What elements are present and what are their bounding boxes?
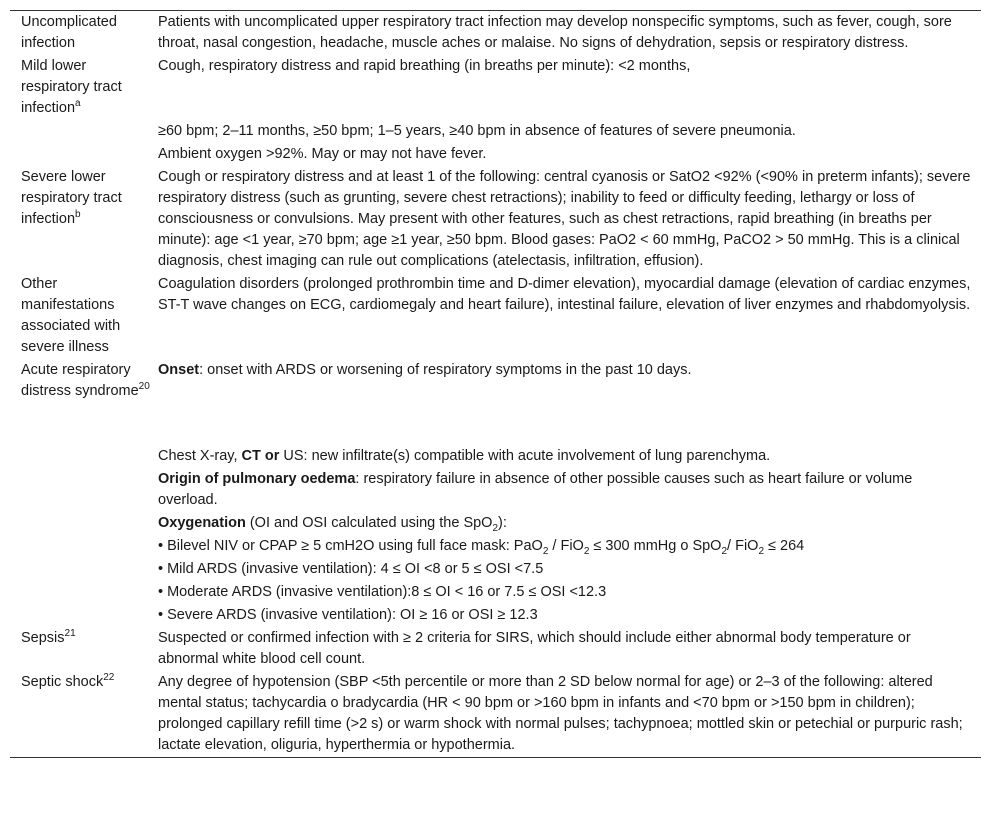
definition-text: ):	[498, 515, 507, 531]
definition-bold: CT or	[241, 448, 280, 464]
definition-text: US: new infiltrate(s) compatible with acute involvement of lung parenchyma.	[279, 448, 771, 464]
table-row	[10, 166, 981, 273]
oxygenation-label: Oxygenation	[158, 515, 246, 531]
definition-cell	[156, 359, 981, 445]
definition-text: Patients with uncomplicated upper respiratory tract infection may develop nonspecific symptoms, such as fever, cough, sore throat, nasal congestion, headache, muscle aches or malaise. No signs of dehydration, sepsis or respiratory distress.	[158, 14, 952, 51]
subscript: 2	[758, 545, 765, 557]
definition-cell	[156, 512, 981, 535]
definition-cell	[156, 273, 981, 359]
term-label: Acute respiratory distress syndrome	[21, 362, 139, 399]
definition-text: : respiratory failure in absence of other possible causes such as heart failure or volume overload.	[158, 471, 913, 508]
bullet-text: / FiO	[548, 538, 584, 554]
definition-cell	[156, 143, 981, 166]
term-cell	[10, 166, 156, 273]
table-row	[10, 359, 981, 445]
table-row	[10, 512, 981, 535]
bullet-text: • Moderate ARDS (invasive ventilation):8 ≤ OI < 16 or 7.5 ≤ OSI <12.3	[158, 584, 607, 600]
definition-cell	[156, 535, 981, 558]
footnote-marker: 22	[103, 672, 115, 684]
oedema-label: Origin of pulmonary oedema	[158, 471, 356, 487]
footnote-marker: b	[75, 209, 81, 221]
bullet-text: ≤ 300 mmHg o SpO	[589, 538, 722, 554]
term-label: Mild lower respiratory tract infection	[21, 58, 122, 116]
definition-text: Suspected or confirmed infection with ≥ 2 criteria for SIRS, which should include either abnormal body temperature or abnormal white blood cell count.	[158, 630, 911, 667]
term-cell	[10, 627, 156, 671]
subscript: 2	[721, 545, 728, 557]
definition-cell	[156, 166, 981, 273]
table-row	[10, 535, 981, 558]
term-label: Septic shock	[21, 674, 104, 690]
onset-label: Onset	[158, 362, 200, 378]
term-cell	[10, 359, 156, 627]
table-row	[10, 11, 981, 56]
table-row	[10, 143, 981, 166]
definition-cell	[156, 627, 981, 671]
definition-cell	[156, 445, 981, 468]
definition-text: : onset with ARDS or worsening of respiratory symptoms in the past 10 days.	[199, 362, 692, 378]
footnote-marker: 20	[138, 381, 150, 393]
definition-cell	[156, 581, 981, 604]
bullet-text: • Severe ARDS (invasive ventilation): OI ≥ 16 or OSI ≥ 12.3	[158, 607, 538, 623]
bullet-text: ≤ 264	[764, 538, 805, 554]
term-cell	[10, 671, 156, 758]
definition-text: Chest X-ray,	[158, 448, 242, 464]
footnote-marker: a	[75, 98, 81, 110]
definition-text: Cough, respiratory distress and rapid breathing (in breaths per minute): <2 months,	[158, 58, 691, 74]
definition-text: Any degree of hypotension (SBP <5th percentile or more than 2 SD below normal for age) or 2–3 of the following: altered mental status; tachycardia o bradycardia (HR < 90 bpm or >160 bpm in infants and <70 bpm or >150 bpm in children); prolonged capillary refill time (>2 s) or warm shock with normal pulses; tachypnoea; mottled skin or petechial or purpuric rash; lactate elevation, oliguria, hyperthermia or hypothermia.	[158, 674, 963, 753]
definition-cell	[156, 671, 981, 758]
subscript: 2	[542, 545, 549, 557]
subscript: 2	[492, 522, 499, 534]
table-row	[10, 558, 981, 581]
definition-cell	[156, 120, 981, 143]
subscript: 2	[583, 545, 590, 557]
term-cell	[10, 55, 156, 166]
footnote-marker: 21	[64, 628, 76, 640]
definitions-table	[10, 10, 981, 758]
definition-text: Cough or respiratory distress and at least 1 of the following: central cyanosis or SatO2 <92% (<90% in preterm infants); severe respiratory distress (such as grunting, severe chest retractions); inability to feed or difficulty feeding, lethargy or loss of consciousness or convulsions. May present with other features, such as chest retractions, rapid breathing (in breaths per minute): age <1 year, ≥70 bpm; age ≥1 year, ≥50 bpm. Blood gases: PaO2 < 60 mmHg, PaCO2 > 50 mmHg. This is a clinical diagnosis, chest imaging can rule out complications (atelectasis, infiltration, effusion).	[158, 169, 971, 269]
definition-text: ≥60 bpm; 2–11 months, ≥50 bpm; 1–5 years, ≥40 bpm in absence of features of severe pneumonia.	[158, 123, 796, 139]
definition-text: Coagulation disorders (prolonged prothrombin time and D-dimer elevation), myocardial damage (elevation of cardiac enzymes, ST-T wave changes on ECG, cardiomegaly and heart failure), intestinal failure, elevation of liver enzymes and rhabdomyolysis.	[158, 276, 971, 313]
definition-text: Ambient oxygen >92%. May or may not have fever.	[158, 146, 487, 162]
definition-cell	[156, 604, 981, 627]
table-row	[10, 445, 981, 468]
table-row	[10, 627, 981, 671]
definition-text: (OI and OSI calculated using the SpO	[245, 515, 493, 531]
bullet-text: • Mild ARDS (invasive ventilation): 4 ≤ OI <8 or 5 ≤ OSI <7.5	[158, 561, 544, 577]
term-label: Sepsis	[21, 630, 65, 646]
term-label: Other manifestations associated with severe illness	[21, 276, 121, 355]
definition-cell	[156, 558, 981, 581]
definition-cell	[156, 468, 981, 512]
term-cell	[10, 11, 156, 56]
table-row	[10, 671, 981, 758]
table-row	[10, 604, 981, 627]
bullet-text: • Bilevel NIV or CPAP ≥ 5 cmH2O using full face mask: PaO	[158, 538, 543, 554]
table-row	[10, 55, 981, 120]
table-row	[10, 273, 981, 359]
table-row	[10, 120, 981, 143]
table-row	[10, 581, 981, 604]
term-label: Uncomplicated infection	[21, 14, 117, 51]
term-cell	[10, 273, 156, 359]
definition-cell	[156, 55, 981, 120]
definition-cell	[156, 11, 981, 56]
table-row	[10, 468, 981, 512]
term-label: Severe lower respiratory tract infection	[21, 169, 122, 227]
bullet-text: / FiO	[727, 538, 759, 554]
